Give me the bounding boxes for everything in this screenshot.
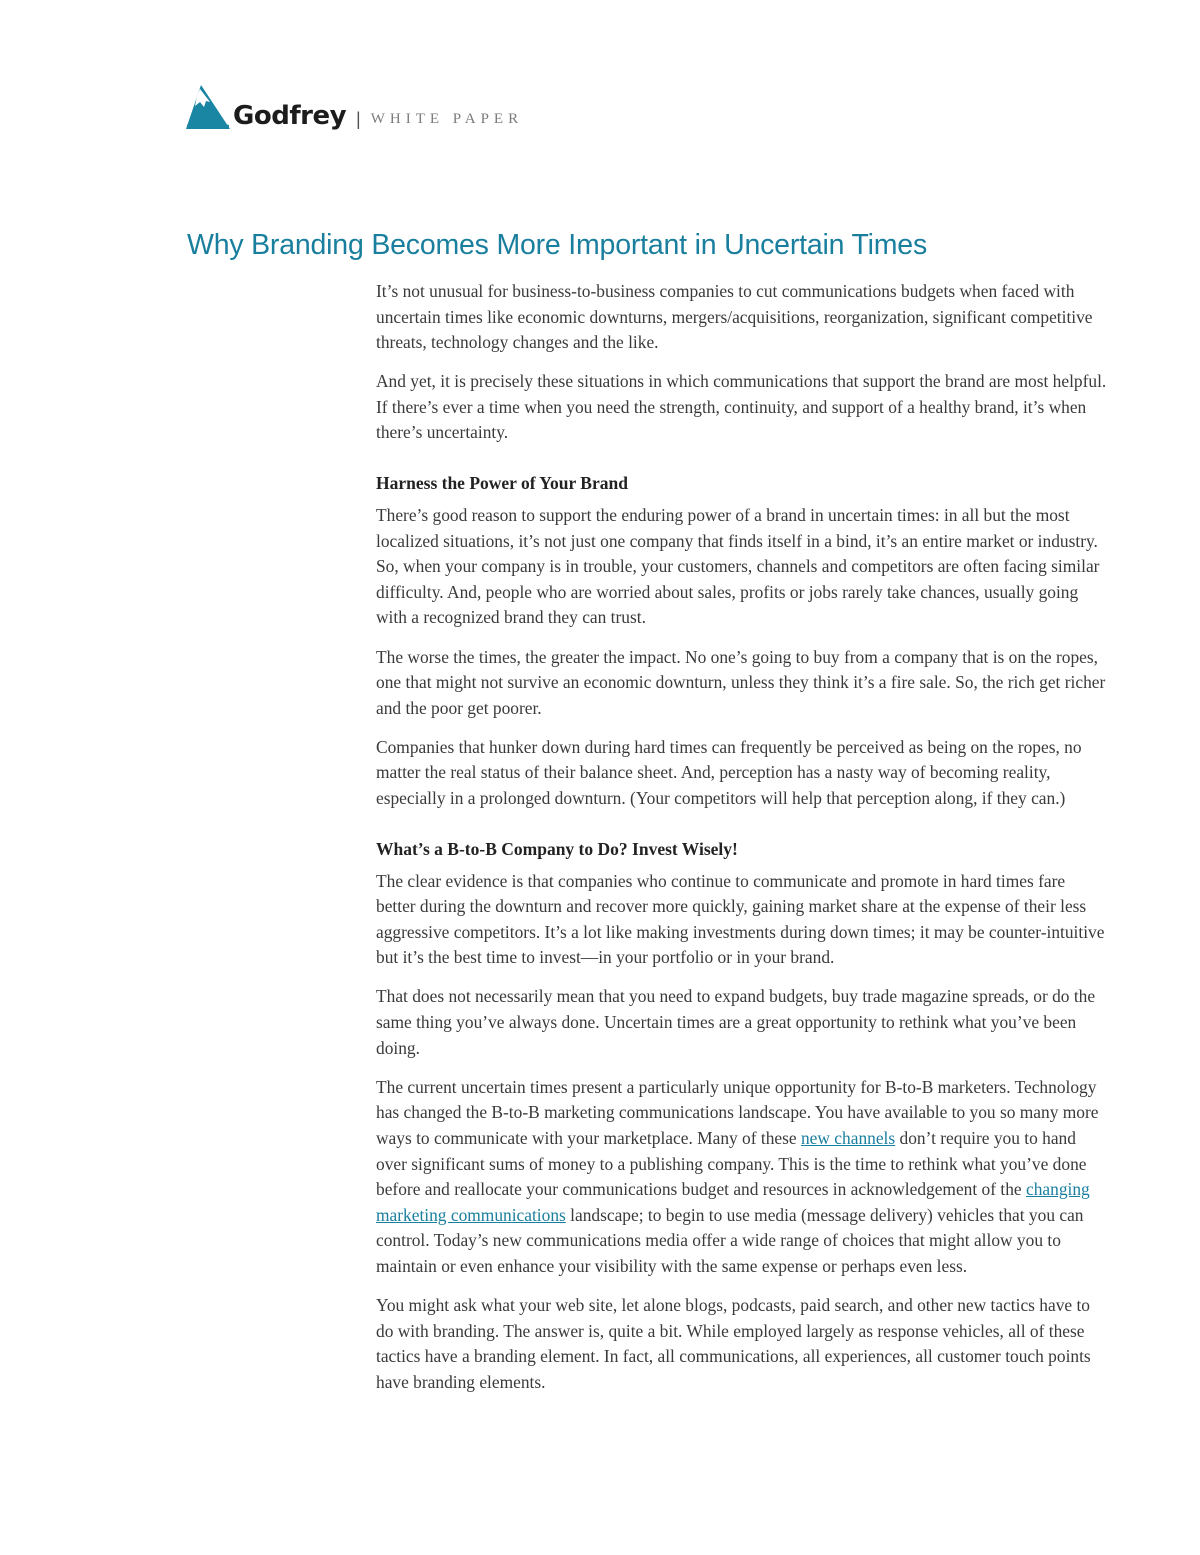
section2-paragraph-1: The clear evidence is that companies who continue to communicate and promote in hard times fare better during the downturn and recover more quickly, gaining market share at the expense of their less aggressive competitors. It’s a lot like making investments during down times; it may be counter-intuitive but it’s the best time to invest—in your portfolio or in your brand. xyxy=(376,870,1105,968)
section-heading-harness-brand: Harness the Power of Your Brand xyxy=(376,473,628,494)
mountain-logo-icon xyxy=(185,84,231,130)
intro-paragraph-1: It’s not unusual for business-to-business companies to cut communications budgets when faced with uncertain times like economic downturns, mergers/acquisitions, reorganization, significant competitive threats, technology changes and the like. xyxy=(376,281,1093,353)
brand-name: Godfrey xyxy=(233,101,347,131)
page-title: Why Branding Becomes More Important in Uncertain Times xyxy=(187,229,927,261)
paragraph-text: The current uncertain times present a particularly unique opportunity for B-to-B marketers. Technology has changed the B-to-B marketing communications landscape. You have available to you so many more ways to communicate with your marketplace. Many of these xyxy=(376,1076,1099,1148)
section1-paragraph-1: There’s good reason to support the enduring power of a brand in uncertain times: in all but the most localized situations, it’s not just one company that finds itself in a bind, it’s an entire market or industry. So, when your company is in trouble, your customers, channels and competitors are often facing similar difficulty. And, people who are worried about sales, profits or jobs rarely take chances, usually going with a recognized brand they can trust. xyxy=(376,505,1100,628)
document-header xyxy=(185,82,523,130)
intro-paragraph-2: And yet, it is precisely these situations in which communications that support the brand are most helpful. If there’s ever a time when you need the strength, continuity, and support of a healthy brand, it’s when there’s uncertainty. xyxy=(376,371,1107,443)
section1-paragraph-2: The worse the times, the greater the impact. No one’s going to buy from a company that is on the ropes, one that might not survive an economic downturn, unless they think it’s a fire sale. So, the rich get richer and the poor get poorer. xyxy=(376,646,1106,718)
article-body xyxy=(376,279,1108,1409)
section2-paragraph-3 xyxy=(376,1075,1108,1280)
paragraph-text: landscape; to begin to use media (message delivery) vehicles that you can control. Today’s new communications media offer a wide range of choices that might allow you to maintain or even enhance your visibility with the same expense or perhaps even less. xyxy=(376,1204,1084,1276)
document-type-label: WHITE PAPER xyxy=(370,111,524,127)
new-channels-link[interactable]: new channels xyxy=(800,1127,896,1148)
header-divider: | xyxy=(356,109,361,129)
changing-marketing-communications-link[interactable]: changing marketing communications xyxy=(376,1179,1090,1225)
section1-paragraph-3: Companies that hunker down during hard times can frequently be perceived as being on the ropes, no matter the real status of their balance sheet. And, perception has a nasty way of becoming reality, especially in a prolonged downturn. (Your competitors will help that perception along, if they can.) xyxy=(376,736,1082,808)
section2-paragraph-2: That does not necessarily mean that you need to expand budgets, buy trade magazine spreads, or do the same thing you’ve always done. Uncertain times are a great opportunity to rethink what you’ve been doing. xyxy=(376,986,1096,1058)
paragraph-text: don’t require you to hand over significant sums of money to a publishing company. This is the time to rethink what you’ve done before and reallocate your communications budget and resources in acknowledgement of the xyxy=(376,1127,1087,1200)
section-heading-invest-wisely: What’s a B-to-B Company to Do? Invest Wisely! xyxy=(376,838,738,859)
section2-paragraph-4: You might ask what your web site, let alone blogs, podcasts, paid search, and other new tactics have to do with branding. The answer is, quite a bit. While employed largely as response vehicles, all of these tactics have a branding element. In fact, all communications, all experiences, all customer touch points have branding elements. xyxy=(376,1295,1091,1392)
